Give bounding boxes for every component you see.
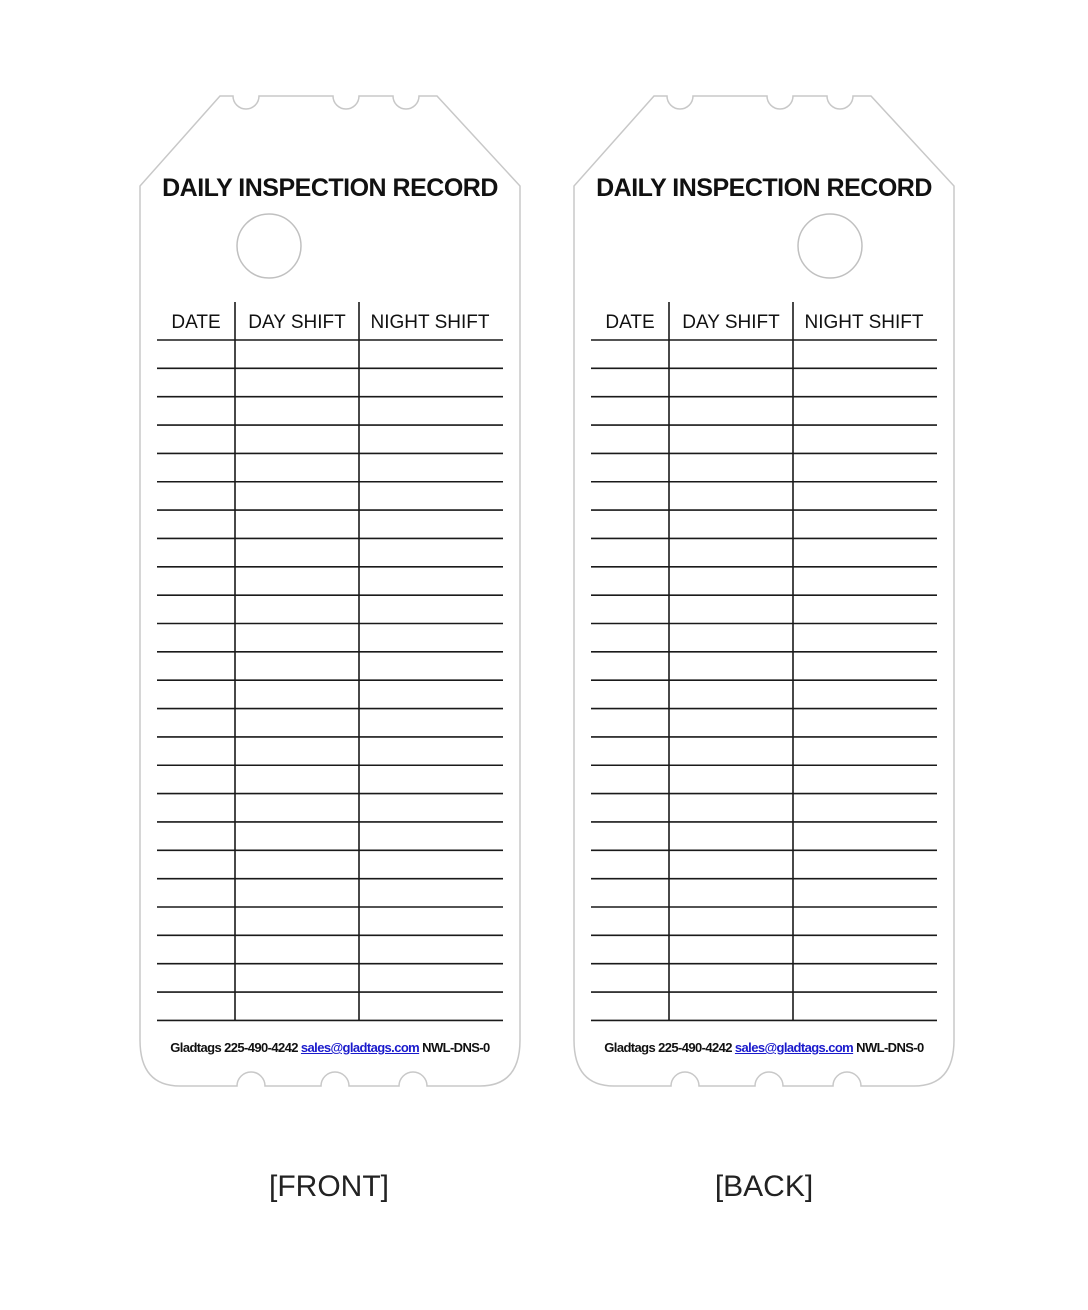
footer-code: NWL-DNS-0 (422, 1040, 490, 1055)
column-header-date: DATE (171, 312, 221, 333)
tag-title: DAILY INSPECTION RECORD (596, 174, 932, 202)
tag-footer (569, 1040, 959, 1055)
footer-email-link[interactable]: sales@gladtags.com (300, 1040, 420, 1055)
column-header-night-shift: NIGHT SHIFT (804, 312, 924, 333)
column-header-day-shift: DAY SHIFT (682, 312, 780, 333)
column-header-day-shift: DAY SHIFT (248, 312, 346, 333)
footer-email-link[interactable]: sales@gladtags.com (734, 1040, 854, 1055)
column-header-date: DATE (605, 312, 655, 333)
footer-company: Gladtags (170, 1040, 222, 1055)
back-tag (569, 90, 959, 1096)
front-label: [FRONT] (269, 1170, 389, 1203)
record-grid (569, 90, 959, 1096)
tag-footer (135, 1040, 525, 1055)
footer-phone: 225-490-4242 (658, 1040, 732, 1055)
footer-code: NWL-DNS-0 (856, 1040, 924, 1055)
footer-phone: 225-490-4242 (224, 1040, 298, 1055)
record-grid (135, 90, 525, 1096)
column-header-night-shift: NIGHT SHIFT (370, 312, 490, 333)
front-tag (135, 90, 525, 1096)
back-label: [BACK] (714, 1170, 814, 1203)
footer-company: Gladtags (604, 1040, 656, 1055)
tag-title: DAILY INSPECTION RECORD (162, 174, 498, 202)
